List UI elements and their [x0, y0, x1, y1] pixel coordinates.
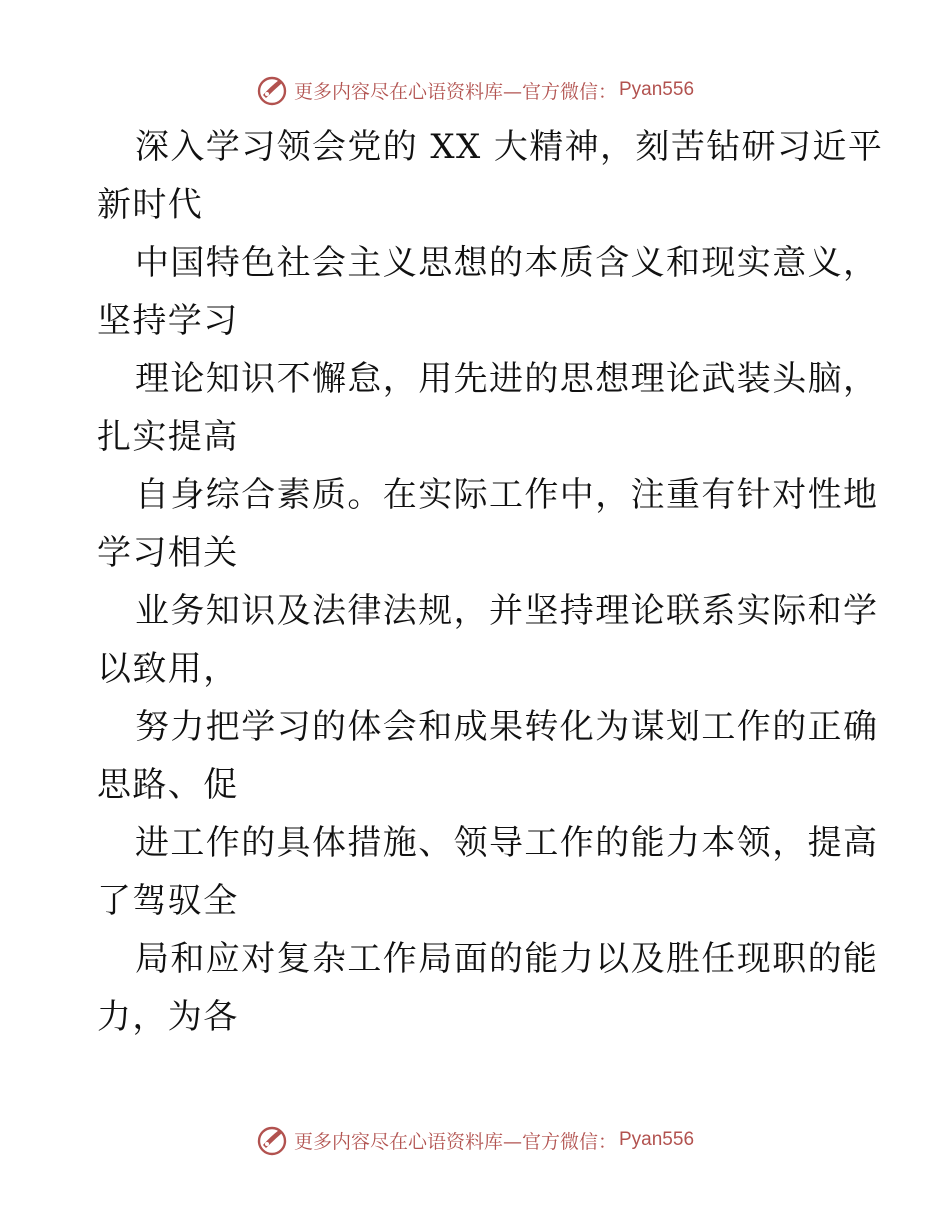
paragraph-line: 学习相关	[97, 533, 239, 573]
paragraph-line: 进工作的具体措施、领导工作的能力本领，提高	[135, 823, 879, 863]
paragraph	[97, 350, 879, 466]
paragraph-line: 了驾驭全	[97, 881, 239, 921]
paragraph-line: 中国特色社会主义思想的本质含义和现实意义，	[135, 243, 879, 283]
banner-text: 更多内容尽在心语资料库—官方微信：	[293, 1130, 617, 1153]
paragraph-line: 思路、促	[97, 765, 239, 805]
document-body	[97, 118, 884, 1046]
paragraph-line: 力，为各	[97, 997, 239, 1037]
paragraph	[97, 582, 879, 698]
banner-account: Pyan556	[619, 79, 695, 100]
paragraph	[97, 118, 884, 234]
paragraph-line: 自身综合素质。在实际工作中，注重有针对性地	[135, 475, 879, 515]
paragraph	[97, 814, 879, 930]
paragraph	[97, 234, 879, 350]
paragraph-line: 坚持学习	[97, 301, 239, 341]
paragraph-line: 深入学习领会党的 XX 大精神，刻苦钻研习近平	[135, 127, 884, 167]
pen-logo-icon	[256, 74, 288, 106]
pen-logo-icon	[256, 1124, 288, 1156]
paragraph-line: 新时代	[97, 185, 204, 225]
paragraph	[97, 466, 879, 582]
paragraph-line: 业务知识及法律法规，并坚持理论联系实际和学	[135, 591, 879, 631]
header-banner	[0, 70, 950, 110]
paragraph-line: 理论知识不懈怠，用先进的思想理论武装头脑，	[135, 359, 879, 399]
paragraph	[97, 698, 879, 814]
paragraph-line: 局和应对复杂工作局面的能力以及胜任现职的能	[135, 939, 879, 979]
footer-banner	[0, 1120, 950, 1160]
paragraph-line: 努力把学习的体会和成果转化为谋划工作的正确	[135, 707, 879, 747]
banner-text: 更多内容尽在心语资料库—官方微信：	[293, 80, 617, 103]
paragraph-line: 扎实提高	[97, 417, 239, 457]
banner-account: Pyan556	[619, 1129, 695, 1150]
paragraph	[97, 930, 879, 1046]
paragraph-line: 以致用，	[97, 649, 239, 689]
